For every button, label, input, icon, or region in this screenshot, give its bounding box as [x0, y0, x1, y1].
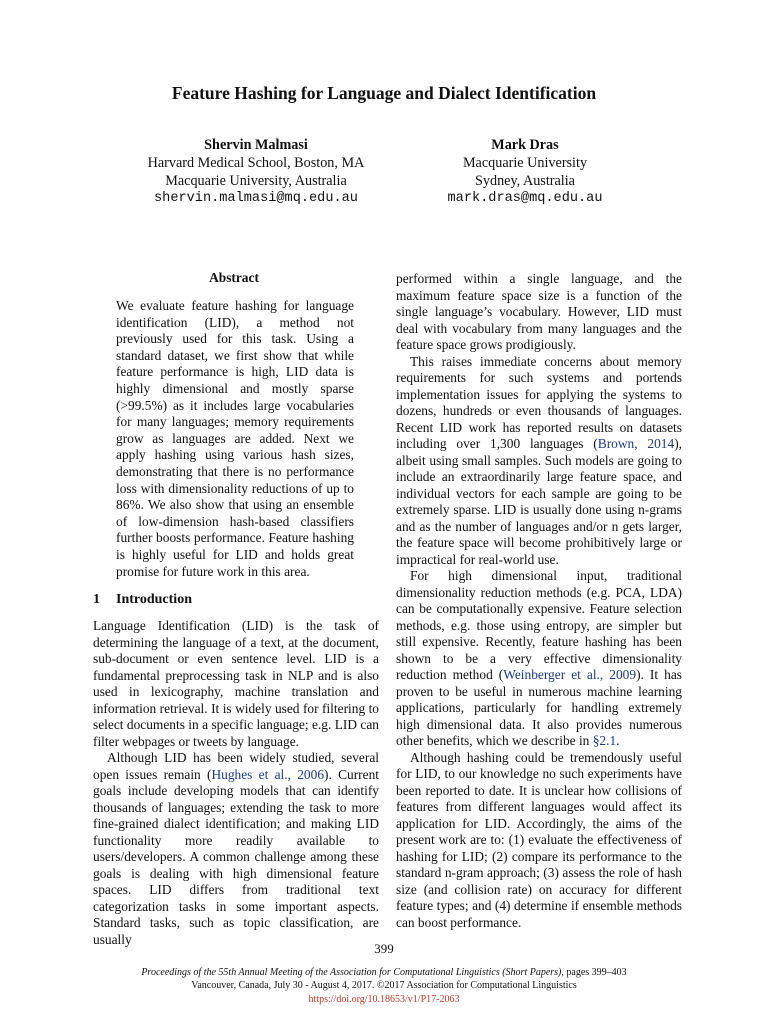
abstract-body [116, 298, 354, 580]
text-run: ). It has proven to be useful in numerous machine learning applications, particularly for handling extremely high dimensional data. It also provides numerous other benefits, which we describe in [396, 667, 682, 748]
text-run: This raises immediate concerns about memory requirements for such systems and portends implementation issues for applying the systems to dozens, hundreds or even thousands of languages. Recent LID work has reported results on datasets including over 1,300 languages ( [396, 353, 682, 451]
author-email[interactable]: mark.dras@mq.edu.au [447, 191, 603, 207]
citation-link[interactable]: Weinberger et al., 2009 [503, 667, 637, 682]
doi-link[interactable]: https://doi.org/10.18653/v1/P17-2063 [308, 994, 460, 1005]
paragraph: Language Identification (LID) is the task of determining the language of a text, at the document, sub-document or even sentence level. LID is a fundamental preprocessing task in NLP and is also used in lexicography, machine translation and information retrieval. It is widely used for filtering to select documents in a specific language; e.g. LID can filter webpages or tweets by language. [93, 618, 379, 749]
paragraph [93, 750, 379, 948]
author-name: Shervin Malmasi [204, 137, 308, 153]
text-run: ), albeit using small samples. Such models are going to include an extraordinarily large feature space, and individual vectors for each sample are going to be extremely sparse. LID is usually done using n-grams and as the number of languages and/or n gets larger, the feature space will become prohibitively large or impractical for real-world use. [396, 436, 682, 567]
author-block-1 [114, 137, 398, 208]
footer-proceedings [0, 966, 768, 979]
section-title: Introduction [116, 592, 192, 607]
footer-venue: Vancouver, Canada, July 30 - August 4, 2017. ©2017 Association for Computational Linguistics [191, 980, 577, 991]
section-reference-link[interactable]: §2.1 [592, 733, 617, 748]
abstract-text: We evaluate feature hashing for language identification (LID), a method not previously used for this task. Using a standard dataset, we first show that while feature performance is high, LID data is highly dimensional and mostly sparse (>99.5%) as it includes large vocabularies for many languages; memory requirements grow as languages are added. Next we apply hashing using various hash sizes, demonstrating that there is no performance loss with dimensionality reductions of up to 86%. We also show that using an ensemble of low-dimension hash-based classifiers further boosts performance. Feature hashing is highly useful for LID and holds great promise for future work in this area. [116, 298, 354, 579]
paragraph: Although hashing could be tremendously useful for LID, to our knowledge no such experiments have been reported to date. It is unclear how collisions of features from different languages would affect its application for LID. Accordingly, the aims of the present work are to: (1) evaluate the effectiveness of hashing for LID; (2) compare its performance to the standard n-gram approach; (3) assess the role of hash size (and collision rate) on accuracy for different feature types; and (4) determine if ensemble methods can boost performance. [396, 749, 682, 930]
paragraph [396, 354, 682, 569]
paragraph: performed within a single language, and the maximum feature space size is a function of the single language’s vocabulary. However, LID must deal with vocabulary from many languages and the feature space grows prodigiously. [396, 271, 682, 352]
right-column-body [396, 271, 682, 931]
author-affiliation: Macquarie University [462, 154, 588, 171]
citation-link[interactable]: Brown, 2014 [597, 436, 675, 451]
text-run: ). Current goals include developing models that can identify thousands of languages; extending the task to more fine-grained dialect identification; and making LID functionality more readily available to users/developers. A common challenge among these goals is dealing with high dimensional feature spaces. LID differs from traditional text categorization tasks in some important aspects. Standard tasks, such as topic classification, are usually [93, 766, 379, 947]
section-heading-introduction [93, 592, 192, 608]
paragraph [396, 568, 682, 750]
section-number: 1 [93, 592, 100, 607]
text-run: For high dimensional input, traditional dimensionality reduction methods (e.g. PCA, LDA) can be computationally expensive. Feature selection methods, e.g. those using entropy, are simpler but still expensive. Recently, feature hashing has been shown to be a very effective dimensionality reduction method ( [396, 568, 682, 682]
proceedings-title: Proceedings of the 55th Annual Meeting of the Association for Computational Linguistics (Short Papers) [141, 967, 562, 978]
author-block-2 [385, 137, 665, 208]
author-affiliation: Harvard Medical School, Boston, MA [147, 154, 365, 171]
paper-title: Feature Hashing for Language and Dialect Identification [171, 83, 597, 103]
author-affiliation: Sydney, Australia [475, 172, 575, 189]
author-affiliation: Macquarie University, Australia [165, 172, 347, 189]
text-run: Although LID has been widely studied, several open issues remain ( [93, 750, 379, 782]
proceedings-pages: , pages 399–403 [561, 967, 627, 978]
page-number: 399 [374, 941, 394, 956]
author-email[interactable]: shervin.malmasi@mq.edu.au [154, 191, 358, 207]
text-run: . [616, 733, 620, 748]
citation-link[interactable]: Hughes et al., 2006 [211, 766, 325, 782]
author-name: Mark Dras [491, 137, 559, 153]
left-column-body [93, 618, 379, 948]
abstract-heading: Abstract [209, 270, 259, 285]
